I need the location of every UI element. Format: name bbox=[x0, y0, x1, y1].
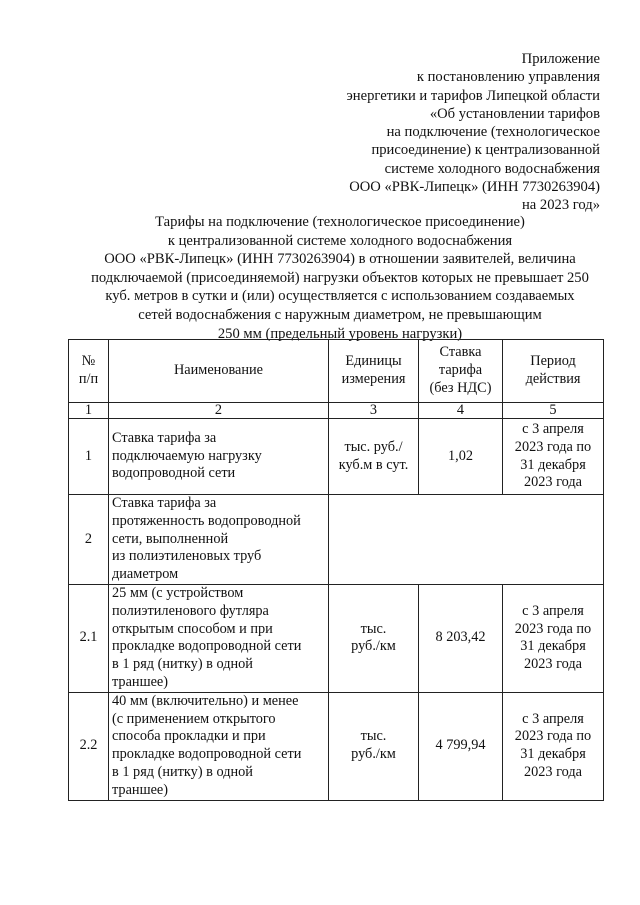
row-rate: 4 799,94 bbox=[419, 692, 503, 800]
appendix-line: «Об установлении тарифов bbox=[429, 105, 600, 122]
row-period: с 3 апреля 2023 года по 31 декабря 2023 года bbox=[503, 419, 604, 495]
column-index: 4 bbox=[419, 403, 503, 419]
appendix-line: Приложение bbox=[521, 51, 600, 67]
title-line: подключаемой (присоединяемой) нагрузки объектов которых не превышает 250 bbox=[91, 269, 589, 286]
table-row bbox=[69, 692, 604, 800]
row-units: тыс. руб./ куб.м в сут. bbox=[329, 419, 419, 495]
appendix-block bbox=[347, 50, 600, 215]
table-header-row bbox=[69, 340, 604, 403]
table-row bbox=[69, 419, 604, 495]
title-line: сетей водоснабжения с наружным диаметром, не превышающим bbox=[138, 306, 542, 323]
appendix-line: на 2023 год» bbox=[522, 197, 600, 214]
header-period: Период действия bbox=[503, 340, 604, 403]
appendix-line: системе холодного водоснабжения bbox=[384, 160, 600, 177]
title-line: к централизованной системе холодного водоснабжения bbox=[167, 232, 513, 249]
row-units: тыс. руб./км bbox=[329, 584, 419, 692]
row-name: Ставка тарифа за подключаемую нагрузку водопроводной сети bbox=[109, 419, 329, 495]
header-num: № п/п bbox=[69, 340, 109, 403]
appendix-line: энергетики и тарифов Липецкой области bbox=[346, 87, 600, 104]
appendix-line: присоединение) к централизованной bbox=[371, 142, 600, 159]
row-period: с 3 апреля 2023 года по 31 декабря 2023 года bbox=[503, 692, 604, 800]
row-name: 25 мм (с устройством полиэтиленового футляра открытым способом и при прокладке водопроводной сети в 1 ряд (нитку) в одной траншее) bbox=[109, 584, 329, 692]
document-title bbox=[70, 213, 610, 343]
table-row bbox=[69, 495, 604, 585]
column-index: 2 bbox=[109, 403, 329, 419]
row-period: с 3 апреля 2023 года по 31 декабря 2023 года bbox=[503, 584, 604, 692]
row-rate: 1,02 bbox=[419, 419, 503, 495]
row-name: Ставка тарифа за протяженность водопроводной сети, выполненной из полиэтиленовых труб диаметром bbox=[109, 495, 329, 585]
title-line: ООО «РВК-Липецк» (ИНН 7730263904) в отношении заявителей, величина bbox=[104, 251, 576, 268]
appendix-line: ООО «РВК-Липецк» (ИНН 7730263904) bbox=[349, 179, 600, 196]
row-rate: 8 203,42 bbox=[419, 584, 503, 692]
row-num: 2 bbox=[69, 495, 109, 585]
appendix-line: на подключение (технологическое bbox=[386, 124, 600, 141]
appendix-line: к постановлению управления bbox=[416, 69, 600, 86]
column-index: 3 bbox=[329, 403, 419, 419]
row-name: 40 мм (включительно) и менее (с применением открытого способа прокладки и при прокладке водопроводной сети в 1 ряд (нитку) в одной траншее) bbox=[109, 692, 329, 800]
tariff-table bbox=[68, 339, 604, 801]
title-line: 250 мм (предельный уровень нагрузки) bbox=[217, 325, 463, 342]
column-index: 5 bbox=[503, 403, 604, 419]
title-line: Тарифы на подключение (технологическое присоединение) bbox=[155, 214, 525, 230]
table-row bbox=[69, 584, 604, 692]
row-empty-cell bbox=[329, 495, 604, 585]
row-units: тыс. руб./км bbox=[329, 692, 419, 800]
row-num: 2.2 bbox=[69, 692, 109, 800]
header-name: Наименование bbox=[109, 340, 329, 403]
title-line: куб. метров в сутки и (или) осуществляется с использованием создаваемых bbox=[105, 288, 575, 305]
column-index: 1 bbox=[69, 403, 109, 419]
column-index-row bbox=[69, 403, 604, 419]
row-num: 1 bbox=[69, 419, 109, 495]
header-rate: Ставка тарифа (без НДС) bbox=[419, 340, 503, 403]
header-units: Единицы измерения bbox=[329, 340, 419, 403]
row-num: 2.1 bbox=[69, 584, 109, 692]
